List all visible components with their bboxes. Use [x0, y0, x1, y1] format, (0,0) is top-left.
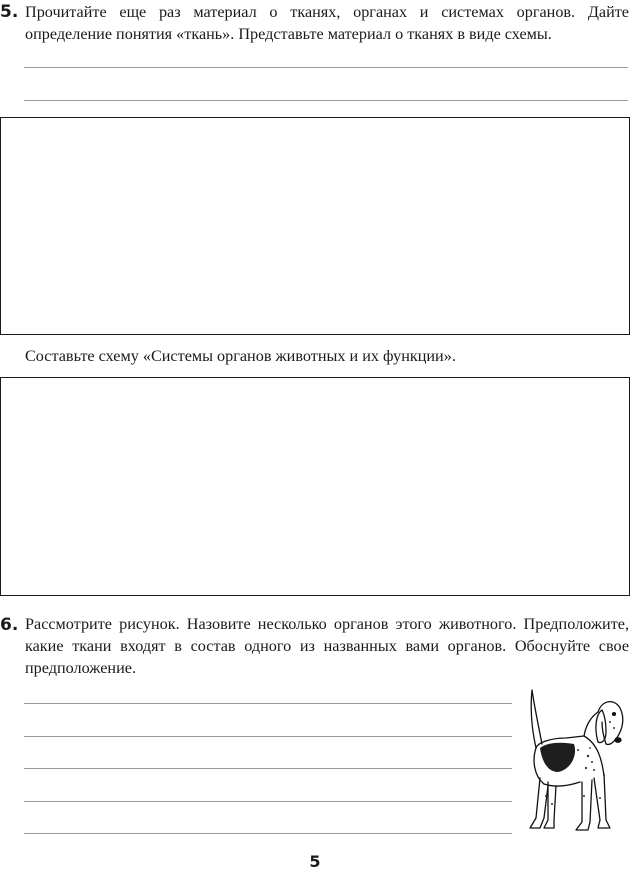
- answer-line[interactable]: [24, 768, 512, 769]
- task-5-instruction: Составьте схему «Системы органов животных и их функции».: [25, 347, 456, 365]
- answer-line[interactable]: [24, 100, 628, 101]
- task-6-text: Рассмотрите рисунок. Назовите несколько органов этого животного. Предположите, какие ткани входят в состав одного из названных вами органов. Обоснуйте свое предположение.: [25, 615, 629, 677]
- answer-line[interactable]: [24, 736, 512, 737]
- dog-illustration: [518, 686, 626, 834]
- page-number: 5: [309, 852, 321, 871]
- answer-line[interactable]: [24, 801, 512, 802]
- answer-line[interactable]: [24, 833, 512, 834]
- tissue-scheme-box[interactable]: [0, 117, 630, 335]
- answer-line[interactable]: [24, 67, 628, 68]
- answer-line[interactable]: [24, 703, 512, 704]
- task-5-number: 5.: [0, 2, 19, 22]
- organ-systems-scheme-box[interactable]: [0, 377, 630, 596]
- task-6-number: 6.: [0, 615, 19, 635]
- task-5-text: Прочитайте еще раз материал о тканях, органах и системах органов. Дайте определение понятия «ткань». Представьте материал о тканях в виде схемы.: [25, 3, 629, 43]
